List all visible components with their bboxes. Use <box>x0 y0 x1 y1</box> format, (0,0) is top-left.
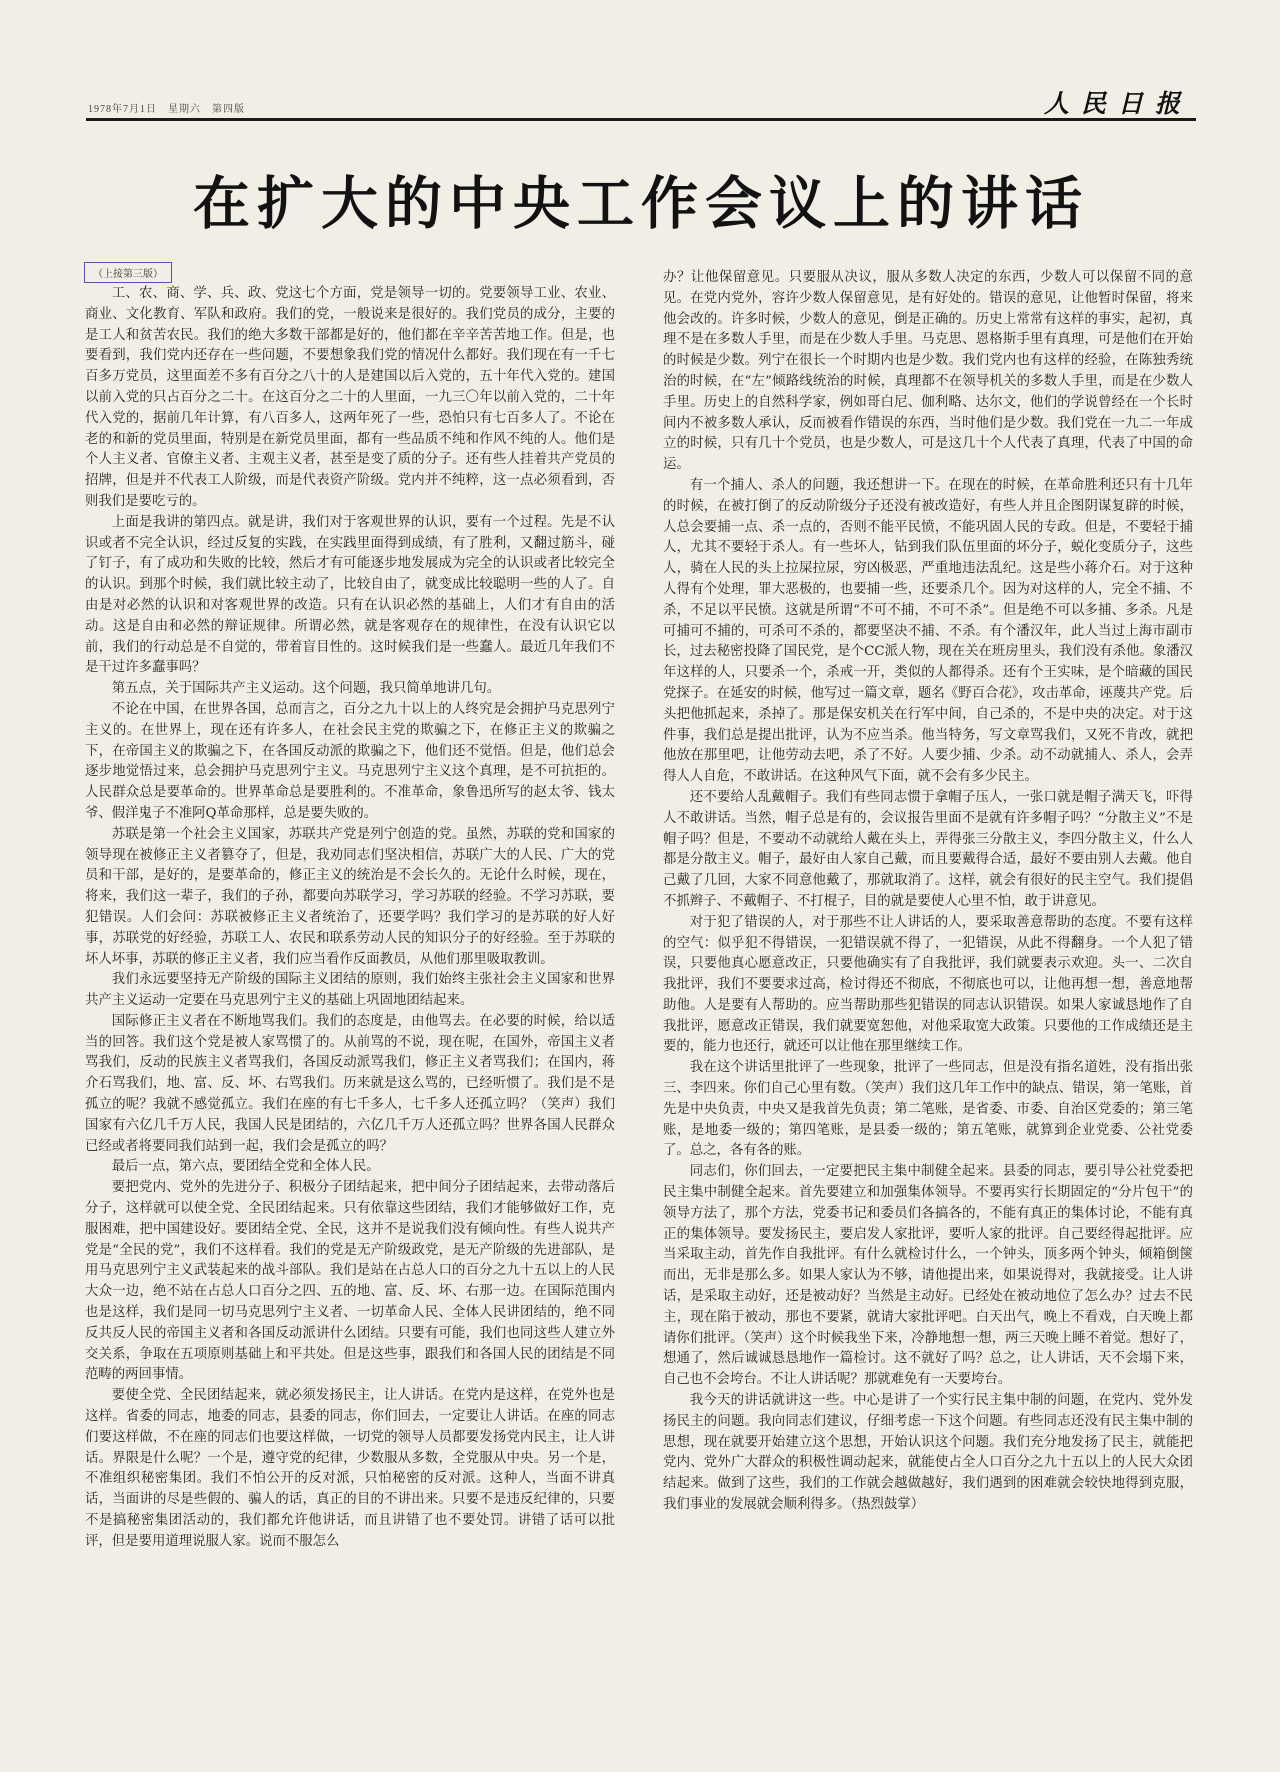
left-column <box>85 264 615 1553</box>
right-column <box>663 268 1193 1516</box>
paragraph: 第五点，关于国际共产主义运动。这个问题，我只简单地讲几句。 <box>111 681 501 697</box>
paper-name: 人民日报 <box>1043 89 1192 118</box>
paragraph: 国际修正主义者在不断地骂我们。我们的态度是，由他骂去。在必要的时候，给以适当的回答。我们这个党是被人家骂惯了的。从前骂的不说，现在呢，在国外，帝国主义者骂我们，反动的民族主义者骂我们，各国反动派骂我们，修正主义者骂我们；在国内，蒋介石骂我们，地、富、反、坏、右骂我们。历来就是这么骂的，已经听惯了。我们是不是孤立的呢？我就不感觉孤立。我们在座的有七千多人，七千多人还孤立吗？（笑声）我们国家有六亿几千万人民，我国人民是团结的，六亿几千万人还孤立吗？世界各国人民群众已经或者将要同我们站到一起，我们会是孤立的吗？ <box>85 1013 615 1154</box>
continued-label: （上接第三版） <box>84 262 172 283</box>
paragraph: 我在这个讲话里批评了一些现象，批评了一些同志，但是没有指名道姓，没有指出张三、李四来。你们自己心里有数。（笑声）我们这几年工作中的缺点、错误，第一笔账，首先是中央负责，中央又是我首先负责；第二笔账，是省委、市委、自治区党委的；第三笔账，是地委一级的；第四笔账，是县委一级的；第五笔账，就算到企业党委、公社党委了。总之，各有各的账。 <box>663 1060 1193 1159</box>
paragraph: 不论在中国，在世界各国，总而言之，百分之九十以上的人终究是会拥护马克思列宁主义的。在世界上，现在还有许多人，在社会民主党的欺骗之下，在修正主义的欺骗之下，在帝国主义的欺骗之下，在各国反动派的欺骗之下，他们还不觉悟。但是，他们总会逐步地觉悟过来，总会拥护马克思列宁主义。马克思列宁主义这个真理，是不可抗拒的。人民群众总是要革命的。世界革命总是要胜利的。不准革命，象鲁迅所写的赵太爷、钱太爷、假洋鬼子不准阿Q革命那样，总是要失败的。 <box>85 701 615 821</box>
paragraph: 最后一点，第六点，要团结全党和全体人民。 <box>111 1159 380 1175</box>
paragraph: 上面是我讲的第四点。就是讲，我们对于客观世界的认识，要有一个过程。先是不认识或者不完全认识，经过反复的实践，在实践里面得到成绩，有了胜利，又翻过筋斗，碰了钉子，有了成功和失败的比较，然后才有可能逐步地发展成为完全的认识或者比较完全的认识。到那个时候，我们就比较主动了，比较自由了，就变成比较聪明一些的人了。自由是对必然的认识和对客观世界的改造。只有在认识必然的基础上，人们才有自由的活动。这是自由和必然的辩证规律。所谓必然，就是客观存在的规律性，在没有认识它以前，我们的行动总是不自觉的，带着盲目性的。这时候我们是一些蠢人。最近几年我们不是干过许多蠢事吗？ <box>85 514 615 676</box>
paragraph: 同志们，你们回去，一定要把民主集中制健全起来。县委的同志，要引导公社党委把民主集中制健全起来。首先要建立和加强集体领导。不要再实行长期固定的“分片包干”的领导方法了，那个方法，党委书记和委员们各搞各的，不能有真正的集体讨论，不能有真正的集体领导。要发扬民主，要启发人家批评，要听人家的批评。自己要经得起批评。应当采取主动，首先作自我批评。有什么就检讨什么，一个钟头，顶多两个钟头，倾箱倒箧而出，无非是那么多。如果人家认为不够，请他提出来，如果说得对，我就接受。让人讲话，是采取主动好，还是被动好？当然是主动好。已经处在被动地位了怎么办？过去不民主，现在陷于被动，那也不要紧，就请大家批评吧。白天出气，晚上不看戏，白天晚上都请你们批评。（笑声）这个时候我坐下来，冷静地想一想，两三天晚上睡不着觉。想好了，想通了，然后诚诚恳恳地作一篇检讨。这不就好了吗？总之，让人讲话，天不会塌下来，自己也不会垮台。不让人讲话呢？那就难免有一天要垮台。 <box>663 1164 1193 1388</box>
paragraph: 苏联是第一个社会主义国家，苏联共产党是列宁创造的党。虽然，苏联的党和国家的领导现在被修正主义者篡夺了，但是，我劝同志们坚决相信，苏联广大的人民、广大的党员和干部，是好的，是要革命的，修正主义的统治是不会长久的。无论什么时候，现在，将来，我们这一辈子，我们的子孙，都要向苏联学习，学习苏联的经验。不学习苏联，要犯错误。人们会问：苏联被修正主义者统治了，还要学吗？我们学习的是苏联的好人好事，苏联党的好经验，苏联工人、农民和联系劳动人民的知识分子的好经验。至于苏联的坏人坏事，苏联的修正主义者，我们应当看作反面教员，从他们那里吸取教训。 <box>85 826 615 967</box>
paragraph: 办？让他保留意见。只要服从决议，服从多数人决定的东西，少数人可以保留不同的意见。在党内党外，容许少数人保留意见，是有好处的。错误的意见，让他暂时保留，将来他会改的。许多时候，少数人的意见，倒是正确的。历史上常常有这样的事实，起初，真理不是在多数人手里，而是在少数人手里。马克思、恩格斯手里有真理，可是他们在开始的时候是少数。列宁在很长一个时期内也是少数。我们党内也有这样的经验，在陈独秀统治的时候，在“左”倾路线统治的时候，真理都不在领导机关的多数人手里，而是在少数人手里。历史上的自然科学家，例如哥白尼、伽利略、达尔文，他们的学说曾经在一个长时间内不被多数人承认，反而被看作错误的东西，当时他们是少数。我们党在一九二一年成立的时候，只有几十个党员，也是少数人，可是这几十个人代表了真理，代表了中国的命运。 <box>663 270 1193 473</box>
paragraph: 我们永远要坚持无产阶级的国际主义团结的原则，我们始终主张社会主义国家和世界共产主义运动一定要在马克思列宁主义的基础上巩固地团结起来。 <box>85 972 615 1009</box>
paragraph: 有一个捕人、杀人的问题，我还想讲一下。在现在的时候，在革命胜利还只有十几年的时候，在被打倒了的反动阶级分子还没有被改造好，有些人并且企图阴谋复辟的时候，人总会要捕一点、杀一点的，否则不能平民愤，不能巩固人民的专政。但是，不要轻于捕人，尤其不要轻于杀人。有一些坏人，钻到我们队伍里面的坏分子，蜕化变质分子，这些人，骑在人民的头上拉屎拉尿，穷凶极恶，严重地违法乱纪。这是些小蒋介石。对于这种人得有个处理，罪大恶极的，也要捕一些，还要杀几个。因为对这样的人，完全不捕、不杀，不足以平民愤。这就是所谓“不可不捕，不可不杀”。但是绝不可以多捕、多杀。凡是可捕可不捕的，可杀可不杀的，都要坚决不捕、不杀。有个潘汉年，此人当过上海市副市长，过去秘密投降了国民党，是个CC派人物，现在关在班房里头，我们没有杀他。象潘汉年这样的人，只要杀一个，杀戒一开，类似的人都得杀。还有个王实味，是个暗藏的国民党探子。在延安的时候，他写过一篇文章，题名《野百合花》，攻击革命，诬蔑共产党。后头把他抓起来，杀掉了。那是保安机关在行军中间，自己杀的，不是中央的决定。对于这件事，我们总是提出批评，认为不应当杀。他当特务，写文章骂我们，又死不肯改，就把他放在那里吧，让他劳动去吧，杀了不好。人要少捕、少杀。动不动就捕人、杀人，会弄得人人自危，不敢讲话。在这种风气下面，就不会有多少民主。 <box>663 477 1193 785</box>
paragraph: 对于犯了错误的人，对于那些不让人讲话的人，要采取善意帮助的态度。不要有这样的空气：似乎犯不得错误，一犯错误就不得了，一犯错误，从此不得翻身。一个人犯了错误，只要他真心愿意改正，只要他确实有了自我批评，我们就要表示欢迎。头一、二次自我批评，我们不要要求过高，检讨得还不彻底，不彻底也可以，让他再想一想，善意地帮助他。人是要有人帮助的。应当帮助那些犯错误的同志认识错误。如果人家诚恳地作了自我批评，愿意改正错误，我们就要宽恕他，对他采取宽大政策。只要他的工作成绩还是主要的，能力也还行，就还可以让他在那里继续工作。 <box>663 914 1193 1055</box>
masthead <box>86 86 1196 121</box>
paragraph: 要使全党、全民团结起来，就必须发扬民主，让人讲话。在党内是这样，在党外也是这样。省委的同志，地委的同志，县委的同志，你们回去，一定要让人讲话。在座的同志们要这样做，不在座的同志们也要这样做，一切党的领导人员都要发扬党内民主，让人讲话。界限是什么呢？一个是，遵守党的纪律，少数服从多数，全党服从中央。另一个是，不准组织秘密集团。我们不怕公开的反对派，只怕秘密的反对派。这种人，当面不讲真话，当面讲的尽是些假的、骗人的话，真正的目的不讲出来。只要不是违反纪律的，只要不是搞秘密集团活动的，我们都允许他讲话，而且讲错了也不要处罚。讲错了话可以批评，但是要用道理说服人家。说而不服怎么 <box>85 1388 615 1549</box>
paragraph: 我今天的讲话就讲这一些。中心是讲了一个实行民主集中制的问题，在党内、党外发扬民主的问题。我向同志们建议，仔细考虑一下这个问题。有些同志还没有民主集中制的思想，现在就要开始建立这个思想，开始认识这个问题。我们充分地发扬了民主，就能把党内、党外广大群众的积极性调动起来，就能使占全人口百分之九十五以上的人民大众团结起来。做到了这些，我们的工作就会越做越好，我们遇到的困难就会较快地得到克服，我们事业的发展就会顺利得多。（热烈鼓掌） <box>663 1393 1193 1513</box>
paragraph: 还不要给人乱戴帽子。我们有些同志惯于拿帽子压人，一张口就是帽子满天飞，吓得人不敢讲话。当然，帽子总是有的，会议报告里面不是就有许多帽子吗？“分散主义”不是帽子吗？但是，不要动不动就给人戴在头上，弄得张三分散主义，李四分散主义，什么人都是分散主义。帽子，最好由人家自己戴，而且要戴得合适，最好不要由别人去戴。他自己戴了几回，大家不同意他戴了，那就取消了。这样，就会有很好的民主空气。我们提倡不抓辫子、不戴帽子、不打棍子，目的就是要使人心里不怕，敢于讲意见。 <box>663 789 1193 909</box>
paragraph: 工、农、商、学、兵、政、党这七个方面，党是领导一切的。党要领导工业、农业、商业、文化教育、军队和政府。我们的党，一般说来是很好的。我们党员的成分，主要的是工人和贫苦农民。我们的绝大多数干部都是好的，他们都在辛辛苦苦地工作。但是，也要看到，我们党内还存在一些问题，不要想象我们党的情况什么都好。我们现在有一千七百多万党员，这里面差不多有百分之八十的人是建国以后入党的，五十年代入党的。建国以前入党的只占百分之二十。在这百分之二十的人里面，一九三〇年以前入党的，二十年代入党的，据前几年计算，有八百多人，这两年死了一些，恐怕只有七百多人了。不论在老的和新的党员里面，特别是在新党员里面，都有一些品质不纯和作风不纯的人。他们是个人主义者、官僚主义者、主观主义者，甚至是变了质的分子。还有些人挂着共产党员的招牌，但是并不代表工人阶级，而是代表资产阶级。党内并不纯粹，这一点必须看到，否则我们是要吃亏的。 <box>85 286 615 509</box>
headline: 在扩大的中央工作会议上的讲话 <box>193 171 1089 237</box>
paragraph: 要把党内、党外的先进分子、积极分子团结起来，把中间分子团结起来，去带动落后分子，这样就可以使全党、全民团结起来。只有依靠这些团结，我们才能够做好工作，克服困难，把中国建设好。要团结全党、全民，这并不是说我们没有倾向性。有些人说共产党是“全民的党”，我们不这样看。我们的党是无产阶级政党，是无产阶级的先进部队，是用马克思列宁主义武装起来的战斗部队。我们是站在占总人口的百分之九十五以上的人民大众一边，绝不站在占总人口百分之四、五的地、富、反、坏、右那一边。在国际范围内也是这样，我们是同一切马克思列宁主义者、一切革命人民、全体人民讲团结的，绝不同反共反人民的帝国主义者和各国反动派讲什么团结。只要有可能，我们也同这些人建立外交关系，争取在五项原则基础上和平共处。但是这些事，跟我们和各国人民的团结是不同范畴的两回事情。 <box>85 1180 615 1383</box>
date-line: 1978年7月1日 星期六 第四版 <box>88 104 245 115</box>
